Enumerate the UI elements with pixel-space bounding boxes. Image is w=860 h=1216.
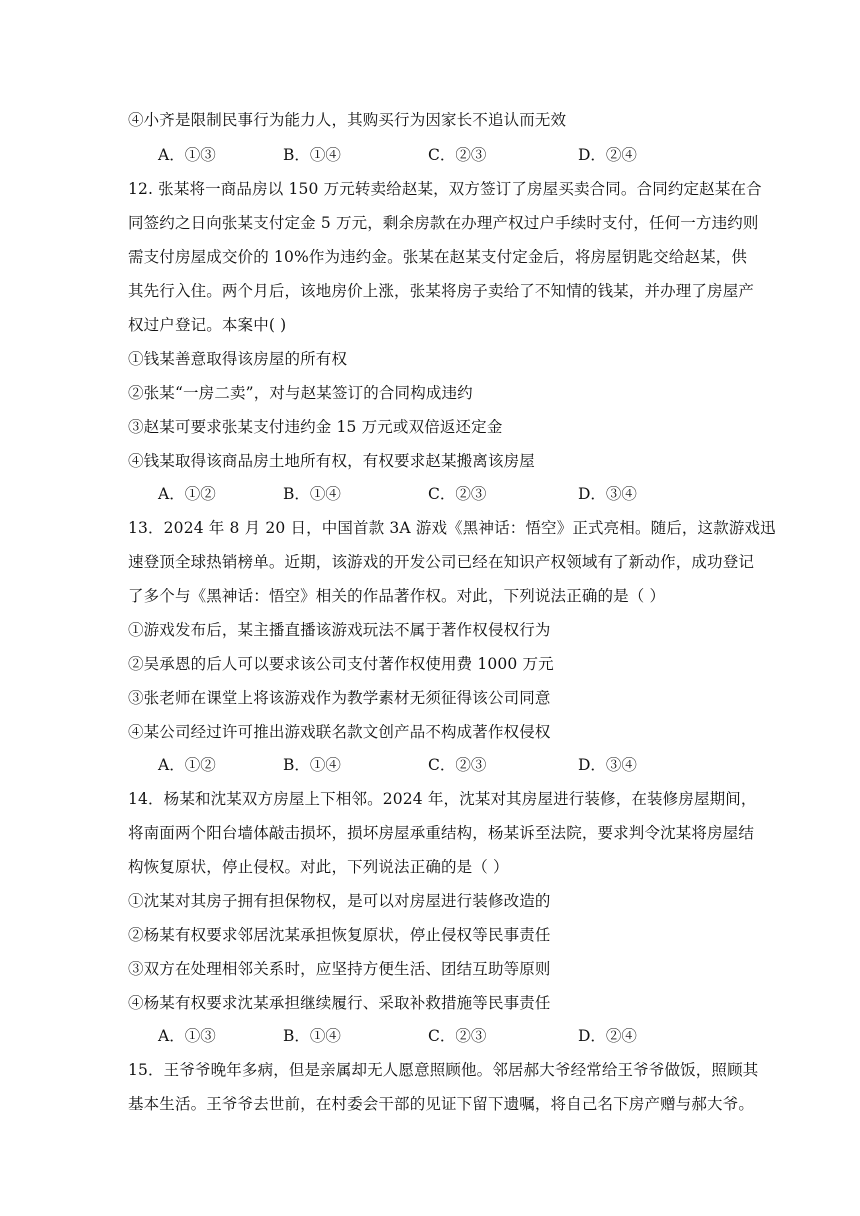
q15-stem-line: 15．王爷爷晚年多病，但是亲属却无人愿意照顾他。邻居郝大爷经常给王爷爷做饭，照顾其 bbox=[128, 1061, 759, 1079]
q14-option-c: C．②③ bbox=[428, 1027, 487, 1045]
q11-option-d: D．②④ bbox=[578, 146, 637, 164]
q14-option-a: A．①③ bbox=[158, 1027, 216, 1045]
q13-statement-1: ①游戏发布后，某主播直播该游戏玩法不属于著作权侵权行为 bbox=[128, 621, 551, 639]
q14-statement-2: ②杨某有权要求邻居沈某承担恢复原状，停止侵权等民事责任 bbox=[128, 926, 551, 944]
q13-stem-line: 速登顶全球热销榜单。近期，该游戏的开发公司已经在知识产权领域有了新动作，成功登记 bbox=[128, 553, 755, 571]
q12-statement-2: ②张某“一房二卖”，对与赵某签订的合同构成违约 bbox=[128, 384, 473, 402]
q12-stem-line: 需支付房屋成交价的 10%作为违约金。张某在赵某支付定金后，将房屋钥匙交给赵某，供 bbox=[128, 248, 748, 266]
q14-stem-line: 将南面两个阳台墙体敲击损坏，损坏房屋承重结构，杨某诉至法院，要求判令沈某将房屋结 bbox=[128, 824, 755, 842]
q14-stem-line: 14．杨某和沈某双方房屋上下相邻。2024 年，沈某对其房屋进行装修，在装修房屋期间， bbox=[128, 790, 757, 808]
q13-option-a: A．①② bbox=[158, 756, 216, 774]
q12-options bbox=[128, 484, 738, 504]
q13-stem-line: 了多个与《黑神话：悟空》相关的作品著作权。对此，下列说法正确的是（ ） bbox=[128, 587, 666, 605]
q14-option-d: D．②④ bbox=[578, 1027, 637, 1045]
q15-stem-line: 基本生活。王爷爷去世前，在村委会干部的见证下留下遗嘱，将自己名下房产赠与郝大爷。 bbox=[128, 1095, 755, 1113]
q12-stem-line: 12. 张某将一商品房以 150 万元转卖给赵某，双方签订了房屋买卖合同。合同约定赵某在合 bbox=[128, 180, 762, 198]
q12-option-c: C．②③ bbox=[428, 485, 487, 503]
q12-option-d: D．③④ bbox=[578, 485, 637, 503]
q12-option-b: B．①④ bbox=[283, 485, 341, 503]
q14-option-b: B．①④ bbox=[283, 1027, 341, 1045]
q12-stem-line: 权过户登记。本案中( ) bbox=[128, 316, 287, 334]
q12-statement-4: ④钱某取得该商品房土地所有权，有权要求赵某搬离该房屋 bbox=[128, 452, 535, 470]
q13-statement-4: ④某公司经过许可推出游戏联名款文创产品不构成著作权侵权 bbox=[128, 723, 551, 741]
q12-stem-line: 其先行入住。两个月后，该地房价上涨，张某将房子卖给了不知情的钱某，并办理了房屋产 bbox=[128, 282, 755, 300]
q14-statement-3: ③双方在处理相邻关系时，应坚持方便生活、团结互助等原则 bbox=[128, 960, 551, 978]
q12-statement-3: ③赵某可要求张某支付违约金 15 万元或双倍返还定金 bbox=[128, 418, 503, 436]
q11-option-b: B．①④ bbox=[283, 146, 341, 164]
q11-options bbox=[128, 145, 738, 165]
q11-option-a: A．①③ bbox=[158, 146, 216, 164]
q13-statement-2: ②吴承恩的后人可以要求该公司支付著作权使用费 1000 万元 bbox=[128, 655, 554, 673]
q13-option-b: B．①④ bbox=[283, 756, 341, 774]
q13-statement-3: ③张老师在课堂上将该游戏作为教学素材无须征得该公司同意 bbox=[128, 689, 551, 707]
q14-statement-4: ④杨某有权要求沈某承担继续履行、采取补救措施等民事责任 bbox=[128, 994, 551, 1012]
q11-statement-4: ④小齐是限制民事行为能力人，其购买行为因家长不追认而无效 bbox=[128, 111, 567, 129]
q14-stem-line: 构恢复原状，停止侵权。对此，下列说法正确的是（ ） bbox=[128, 858, 509, 876]
q13-stem-line: 13．2024 年 8 月 20 日，中国首款 3A 游戏《黑神话：悟空》正式亮相。随后，这款游戏迅 bbox=[128, 519, 776, 537]
q11-option-c: C．②③ bbox=[428, 146, 487, 164]
q14-statement-1: ①沈某对其房子拥有担保物权，是可以对房屋进行装修改造的 bbox=[128, 892, 551, 910]
q13-option-c: C．②③ bbox=[428, 756, 487, 774]
q13-option-d: D．③④ bbox=[578, 756, 637, 774]
q13-options bbox=[128, 755, 738, 775]
q12-statement-1: ①钱某善意取得该房屋的所有权 bbox=[128, 350, 348, 368]
q12-stem-line: 同签约之日向张某支付定金 5 万元，剩余房款在办理产权过户手续时支付，任何一方违约则 bbox=[128, 214, 759, 232]
q14-options bbox=[128, 1026, 738, 1046]
q12-option-a: A．①② bbox=[158, 485, 216, 503]
